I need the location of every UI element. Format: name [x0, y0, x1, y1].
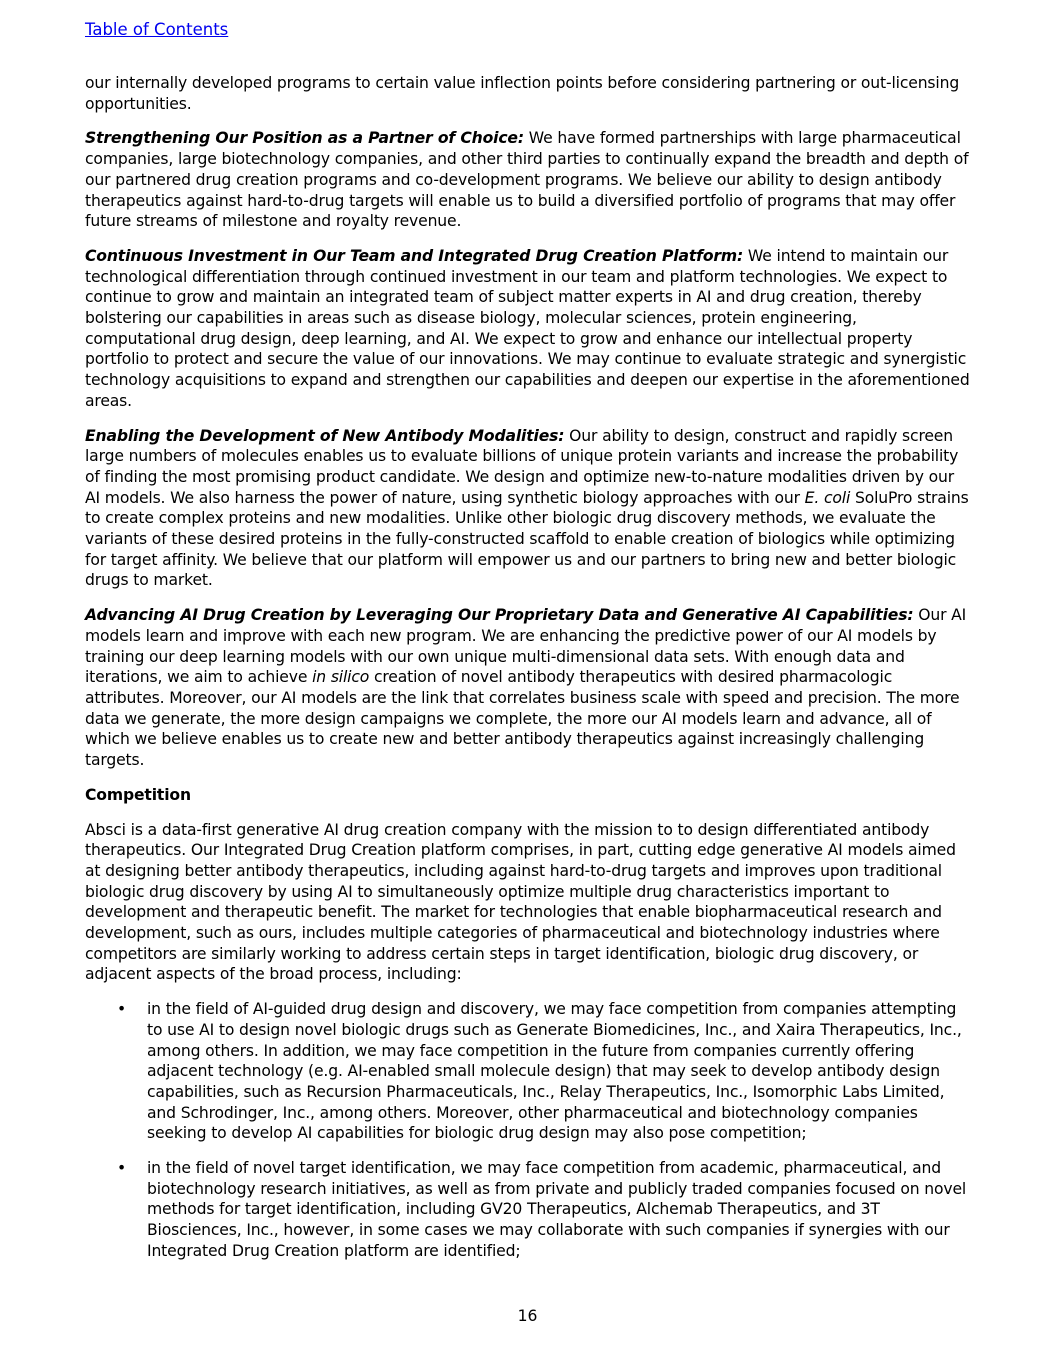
- partner-paragraph: [85, 128, 970, 232]
- list-item: [85, 999, 970, 1144]
- investment-lead: Continuous Investment in Our Team and Integrated Drug Creation Platform:: [85, 246, 744, 265]
- competition-list: [85, 999, 970, 1261]
- table-of-contents-link[interactable]: Table of Contents: [85, 20, 229, 39]
- ai-body-1: Our AI models learn and improve with each new program. We are enhancing the predictive power of our AI models by training our deep learning models with our own unique multi-dimensional data sets. With enough data and iterations, we aim to achieve: [85, 606, 967, 687]
- modalities-body-2: SoluPro strains to create complex proteins and new modalities. Unlike other biologic drug discovery methods, we evaluate the variants of these desired proteins in the fully-constructed scaffold to enable creation of biologics while optimizing for target affinity. We believe that our platform will empower us and our partners to bring new and better biologic drugs to market.: [85, 488, 969, 590]
- modalities-body-1: Our ability to design, construct and rapidly screen large numbers of molecules enables us to evaluate billions of unique protein variants and increase the probability of finding the most promising product candidate. We design and optimize new-to-nature modalities driven by our AI models. We also harness the power of nature, using synthetic biology approaches with our: [85, 426, 959, 507]
- list-item-text: in the field of AI-guided drug design and discovery, we may face competition from companies attempting to use AI to design novel biologic drugs such as Generate Biomedicines, Inc., and Xaira Therapeutics, Inc., among others. In addition, we may face competition in the future from companies currently offering adjacent technology (e.g. AI-enabled small molecule design) that may seek to develop antibody design capabilities, such as Recursion Pharmaceuticals, Inc., Relay Therapeutics, Inc., Isomorphic Labs Limited, and Schrodinger, Inc., among others. Moreover, other pharmaceutical and biotechnology companies seeking to develop AI capabilities for biologic drug design may also pose competition;: [147, 1000, 962, 1143]
- modalities-italic: E. coli: [804, 488, 851, 507]
- intro-paragraph: our internally developed programs to certain value inflection points before considering partnering or out-licensing opportunities.: [85, 74, 960, 113]
- list-item-text: in the field of novel target identification, we may face competition from academic, pharmaceutical, and biotechnology research initiatives, as well as from private and publicly traded companies focused on novel methods for target identification, including GV20 Therapeutics, Alchemab Therapeutics, and 3T Biosciences, Inc., however, in some cases we may collaborate with such companies if synergies with our Integrated Drug Creation platform are identified;: [147, 1159, 967, 1260]
- bullet-icon: •: [117, 1000, 127, 1019]
- partner-body: We have formed partnerships with large pharmaceutical companies, large biotechnology companies, and other third parties to continually expand the breadth and depth of our partnered drug creation programs and co-development programs. We believe our ability to design antibody therapeutics against hard-to-drug targets will enable us to build a diversified portfolio of programs that may offer future streams of milestone and royalty revenue.: [85, 129, 969, 231]
- list-item: [85, 1158, 970, 1262]
- competition-intro: Absci is a data-first generative AI drug creation company with the mission to to design differentiated antibody therapeutics. Our Integrated Drug Creation platform comprises, in part, cutting edge generative AI models aimed at designing better antibody therapeutics, including against hard-to-drug targets and improves upon traditional biologic drug discovery by using AI to simultaneously optimize multiple drug characteristics important to development and therapeutic benefit. The market for technologies that enable biopharmaceutical research and development, such as ours, includes multiple categories of pharmaceutical and biotechnology industries where competitors are similarly working to address certain steps in target identification, biologic drug discovery, or adjacent aspects of the broad process, including:: [85, 820, 956, 984]
- ai-lead: Advancing AI Drug Creation by Leveraging Our Proprietary Data and Generative AI Capabilities:: [85, 606, 914, 625]
- modalities-paragraph: [85, 426, 970, 592]
- partner-lead: Strengthening Our Position as a Partner of Choice:: [85, 129, 524, 148]
- ai-italic: in silico: [312, 668, 370, 687]
- page-number: 16: [517, 1307, 538, 1325]
- ai-body-2: creation of novel antibody therapeutics with desired pharmacologic attributes. Moreover, our AI models are the link that correlates business scale with speed and precision. The more data we generate, the more design campaigns we complete, the more our AI models learn and advance, all of which we believe enables us to create new and better antibody therapeutics against increasingly challenging targets.: [85, 668, 960, 770]
- ai-paragraph: [85, 605, 970, 771]
- investment-paragraph: [85, 246, 970, 412]
- investment-body: We intend to maintain our technological differentiation through continued investment in our team and platform technologies. We expect to continue to grow and maintain an integrated team of subject matter experts in AI and drug creation, thereby bolstering our capabilities in areas such as disease biology, molecular sciences, protein engineering, computational drug design, deep learning, and AI. We expect to grow and enhance our intellectual property portfolio to protect and secure the value of our innovations. We may continue to evaluate strategic and synergistic technology acquisitions to expand and strengthen our capabilities and deepen our expertise in the aforementioned areas.: [85, 246, 970, 410]
- competition-heading: Competition: [85, 785, 191, 804]
- document-body: [85, 73, 970, 1276]
- bullet-icon: •: [117, 1159, 127, 1178]
- modalities-lead: Enabling the Development of New Antibody Modalities:: [85, 426, 565, 445]
